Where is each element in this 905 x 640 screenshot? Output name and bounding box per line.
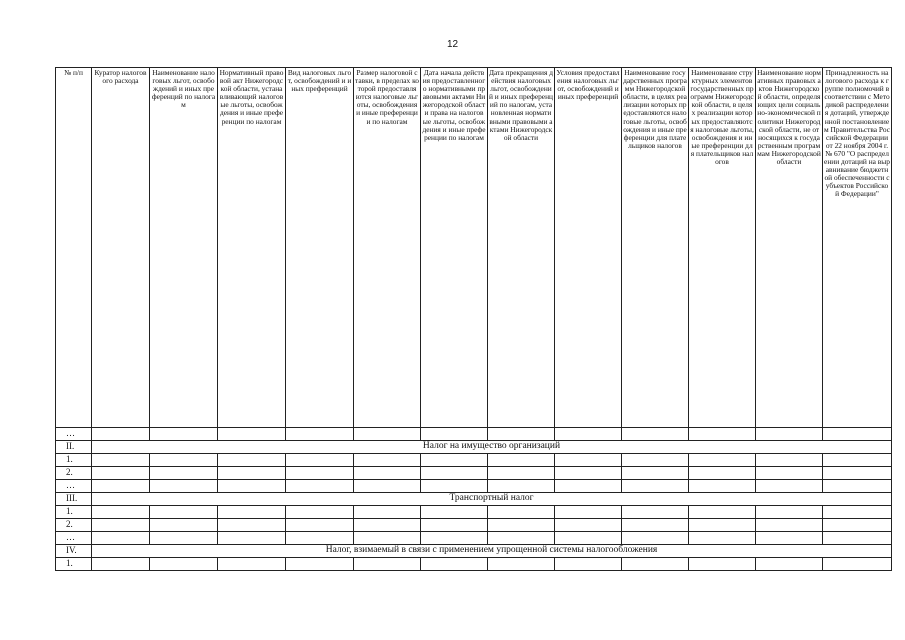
table-cell bbox=[354, 480, 421, 493]
table-cell bbox=[92, 428, 150, 441]
table-cell bbox=[823, 532, 892, 545]
table-cell bbox=[488, 532, 555, 545]
table-cell bbox=[218, 454, 286, 467]
section-title: Налог, взимаемый в связи с применением упрощенной системы налогообложения bbox=[92, 545, 892, 558]
table-cell bbox=[756, 532, 823, 545]
column-header bbox=[622, 68, 689, 428]
table-cell bbox=[689, 532, 756, 545]
column-header-label: № п/п bbox=[64, 68, 83, 77]
table-row bbox=[56, 454, 892, 467]
table-cell bbox=[689, 519, 756, 532]
table-cell bbox=[218, 506, 286, 519]
section-title: Транспортный налог bbox=[92, 493, 892, 506]
table-cell bbox=[150, 467, 218, 480]
table-cell bbox=[689, 480, 756, 493]
table-cell bbox=[756, 506, 823, 519]
table-cell bbox=[218, 467, 286, 480]
table-cell bbox=[555, 558, 622, 571]
table-cell bbox=[421, 519, 488, 532]
column-header-label: Принадлежность налогового расхода к группе полномочий в соответствии с Методикой распределения дотаций, утвержденной постановлением Правительства Российской Федерации от 22 ноября 2004 г. № 670 "О распределении дотаций на выравнивание бюджетной обеспеченности субъектов Российской Федерации" bbox=[824, 68, 890, 199]
table-cell bbox=[286, 467, 354, 480]
table-row bbox=[56, 480, 892, 493]
column-header bbox=[150, 68, 218, 428]
table-cell bbox=[421, 428, 488, 441]
table-cell bbox=[421, 532, 488, 545]
row-number: … bbox=[56, 532, 92, 545]
table-cell bbox=[488, 519, 555, 532]
table-cell bbox=[286, 558, 354, 571]
column-header bbox=[218, 68, 286, 428]
table-cell bbox=[555, 454, 622, 467]
table-row bbox=[56, 506, 892, 519]
table-cell bbox=[218, 519, 286, 532]
column-header bbox=[286, 68, 354, 428]
section-row bbox=[56, 545, 892, 558]
table-cell bbox=[823, 480, 892, 493]
table-cell bbox=[286, 480, 354, 493]
table-row bbox=[56, 519, 892, 532]
table-cell bbox=[92, 467, 150, 480]
table-cell bbox=[622, 467, 689, 480]
column-header-label: Наименование налоговых льгот, освобождений и иных преференций по налогам bbox=[151, 68, 216, 110]
table-cell bbox=[622, 480, 689, 493]
column-header-label: Наименование нормативных правовых актов Нижегородской области, определяющих цели социально-экономической политики Нижегородской области, не относящихся к государственным программам Нижегородской области bbox=[757, 68, 821, 167]
table-cell bbox=[823, 519, 892, 532]
table-cell bbox=[756, 558, 823, 571]
table-cell bbox=[756, 480, 823, 493]
row-number: 1. bbox=[56, 506, 92, 519]
column-header-label: Размер налоговой ставки, в пределах которой предоставляются налоговые льготы, освобождения и иные преференции по налогам bbox=[355, 68, 419, 126]
table-cell bbox=[354, 428, 421, 441]
table-cell bbox=[555, 467, 622, 480]
table-cell bbox=[286, 532, 354, 545]
table-cell bbox=[555, 506, 622, 519]
table-cell bbox=[756, 519, 823, 532]
table-cell bbox=[92, 532, 150, 545]
column-header bbox=[92, 68, 150, 428]
table-cell bbox=[218, 558, 286, 571]
table-cell bbox=[286, 428, 354, 441]
section-title: Налог на имущество организаций bbox=[92, 441, 892, 454]
tax-expenditure-table bbox=[55, 67, 892, 571]
column-header-label: Наименование государственных программ Нижегородской области, в целях реализации которых предоставляются налоговые льготы, освобождения и иные преференции для плательщиков налогов bbox=[623, 68, 687, 150]
table-cell bbox=[354, 506, 421, 519]
table-cell bbox=[150, 519, 218, 532]
table-cell bbox=[150, 532, 218, 545]
table-cell bbox=[92, 519, 150, 532]
row-number: III. bbox=[56, 493, 92, 506]
table-cell bbox=[150, 558, 218, 571]
table-cell bbox=[689, 506, 756, 519]
table-cell bbox=[92, 558, 150, 571]
table-cell bbox=[92, 454, 150, 467]
table-cell bbox=[150, 506, 218, 519]
table-cell bbox=[756, 428, 823, 441]
table-cell bbox=[622, 506, 689, 519]
table-cell bbox=[823, 428, 892, 441]
table-cell bbox=[689, 467, 756, 480]
table-row bbox=[56, 558, 892, 571]
row-number: 1. bbox=[56, 454, 92, 467]
row-number: 2. bbox=[56, 467, 92, 480]
page-number: 12 bbox=[446, 39, 459, 50]
row-number: … bbox=[56, 480, 92, 493]
header-row bbox=[56, 68, 892, 428]
column-header-label: Нормативный правовой акт Нижегородской области, устанавливающий налоговые льготы, освобождения и иные преференции по налогам bbox=[219, 68, 284, 126]
section-row bbox=[56, 493, 892, 506]
table-cell bbox=[555, 428, 622, 441]
table-cell bbox=[354, 519, 421, 532]
column-header bbox=[756, 68, 823, 428]
column-header bbox=[823, 68, 892, 428]
table-cell bbox=[488, 558, 555, 571]
column-header-label: Условия предоставления налоговых льгот, освобождений и иных преференций bbox=[556, 68, 620, 102]
table-cell bbox=[622, 519, 689, 532]
table-cell bbox=[421, 506, 488, 519]
column-header bbox=[555, 68, 622, 428]
row-number: … bbox=[56, 428, 92, 441]
table-cell bbox=[823, 558, 892, 571]
table-cell bbox=[150, 454, 218, 467]
table-cell bbox=[354, 454, 421, 467]
table-cell bbox=[488, 480, 555, 493]
row-number: II. bbox=[56, 441, 92, 454]
table-cell bbox=[92, 506, 150, 519]
section-row bbox=[56, 441, 892, 454]
table-cell bbox=[488, 467, 555, 480]
column-header-label: Куратор налогового расхода bbox=[94, 68, 147, 86]
table-cell bbox=[354, 532, 421, 545]
table-cell bbox=[689, 558, 756, 571]
column-header-label: Наименование структурных элементов государственных программ Нижегородской области, в целях реализации которых предоставляются налоговые льготы, освобождения и иные преференции для плательщиков налогов bbox=[690, 68, 754, 167]
column-header-label: Дата начала действия предоставленного нормативными правовыми актами Нижегородской области права на налоговые льготы, освобождения и иные преференции по налогам bbox=[422, 68, 486, 142]
table-cell bbox=[421, 558, 488, 571]
table-cell bbox=[488, 506, 555, 519]
column-header bbox=[689, 68, 756, 428]
table-cell bbox=[756, 467, 823, 480]
table-cell bbox=[286, 519, 354, 532]
column-header bbox=[56, 68, 92, 428]
row-number: 2. bbox=[56, 519, 92, 532]
column-header-label: Дата прекращения действия налоговых льгот, освобождений и иных преференций по налогам, установленная нормативными правовыми актами Нижегородской области bbox=[489, 68, 554, 142]
table-cell bbox=[421, 454, 488, 467]
table-cell bbox=[218, 532, 286, 545]
table-cell bbox=[689, 454, 756, 467]
table-cell bbox=[488, 428, 555, 441]
table-cell bbox=[689, 428, 756, 441]
table-cell bbox=[622, 532, 689, 545]
table-cell bbox=[823, 454, 892, 467]
table-cell bbox=[622, 558, 689, 571]
table-cell bbox=[555, 519, 622, 532]
table-cell bbox=[756, 454, 823, 467]
table-cell bbox=[150, 428, 218, 441]
table-cell bbox=[286, 454, 354, 467]
table-cell bbox=[421, 480, 488, 493]
table-cell bbox=[354, 558, 421, 571]
table-row bbox=[56, 467, 892, 480]
table-cell bbox=[555, 532, 622, 545]
table-cell bbox=[354, 467, 421, 480]
row-number: 1. bbox=[56, 558, 92, 571]
table-cell bbox=[218, 480, 286, 493]
column-header-label: Вид налоговых льгот, освобождений и иных преференций bbox=[287, 68, 352, 94]
table-row bbox=[56, 428, 892, 441]
table-cell bbox=[823, 467, 892, 480]
table-cell bbox=[421, 467, 488, 480]
row-number: IV. bbox=[56, 545, 92, 558]
table-cell bbox=[286, 506, 354, 519]
table-cell bbox=[622, 454, 689, 467]
table-cell bbox=[555, 480, 622, 493]
table-cell bbox=[150, 480, 218, 493]
table-row bbox=[56, 532, 892, 545]
table-cell bbox=[218, 428, 286, 441]
table-cell bbox=[488, 454, 555, 467]
column-header bbox=[421, 68, 488, 428]
table-cell bbox=[92, 480, 150, 493]
table-cell bbox=[622, 428, 689, 441]
table-cell bbox=[823, 506, 892, 519]
column-header bbox=[354, 68, 421, 428]
column-header bbox=[488, 68, 555, 428]
